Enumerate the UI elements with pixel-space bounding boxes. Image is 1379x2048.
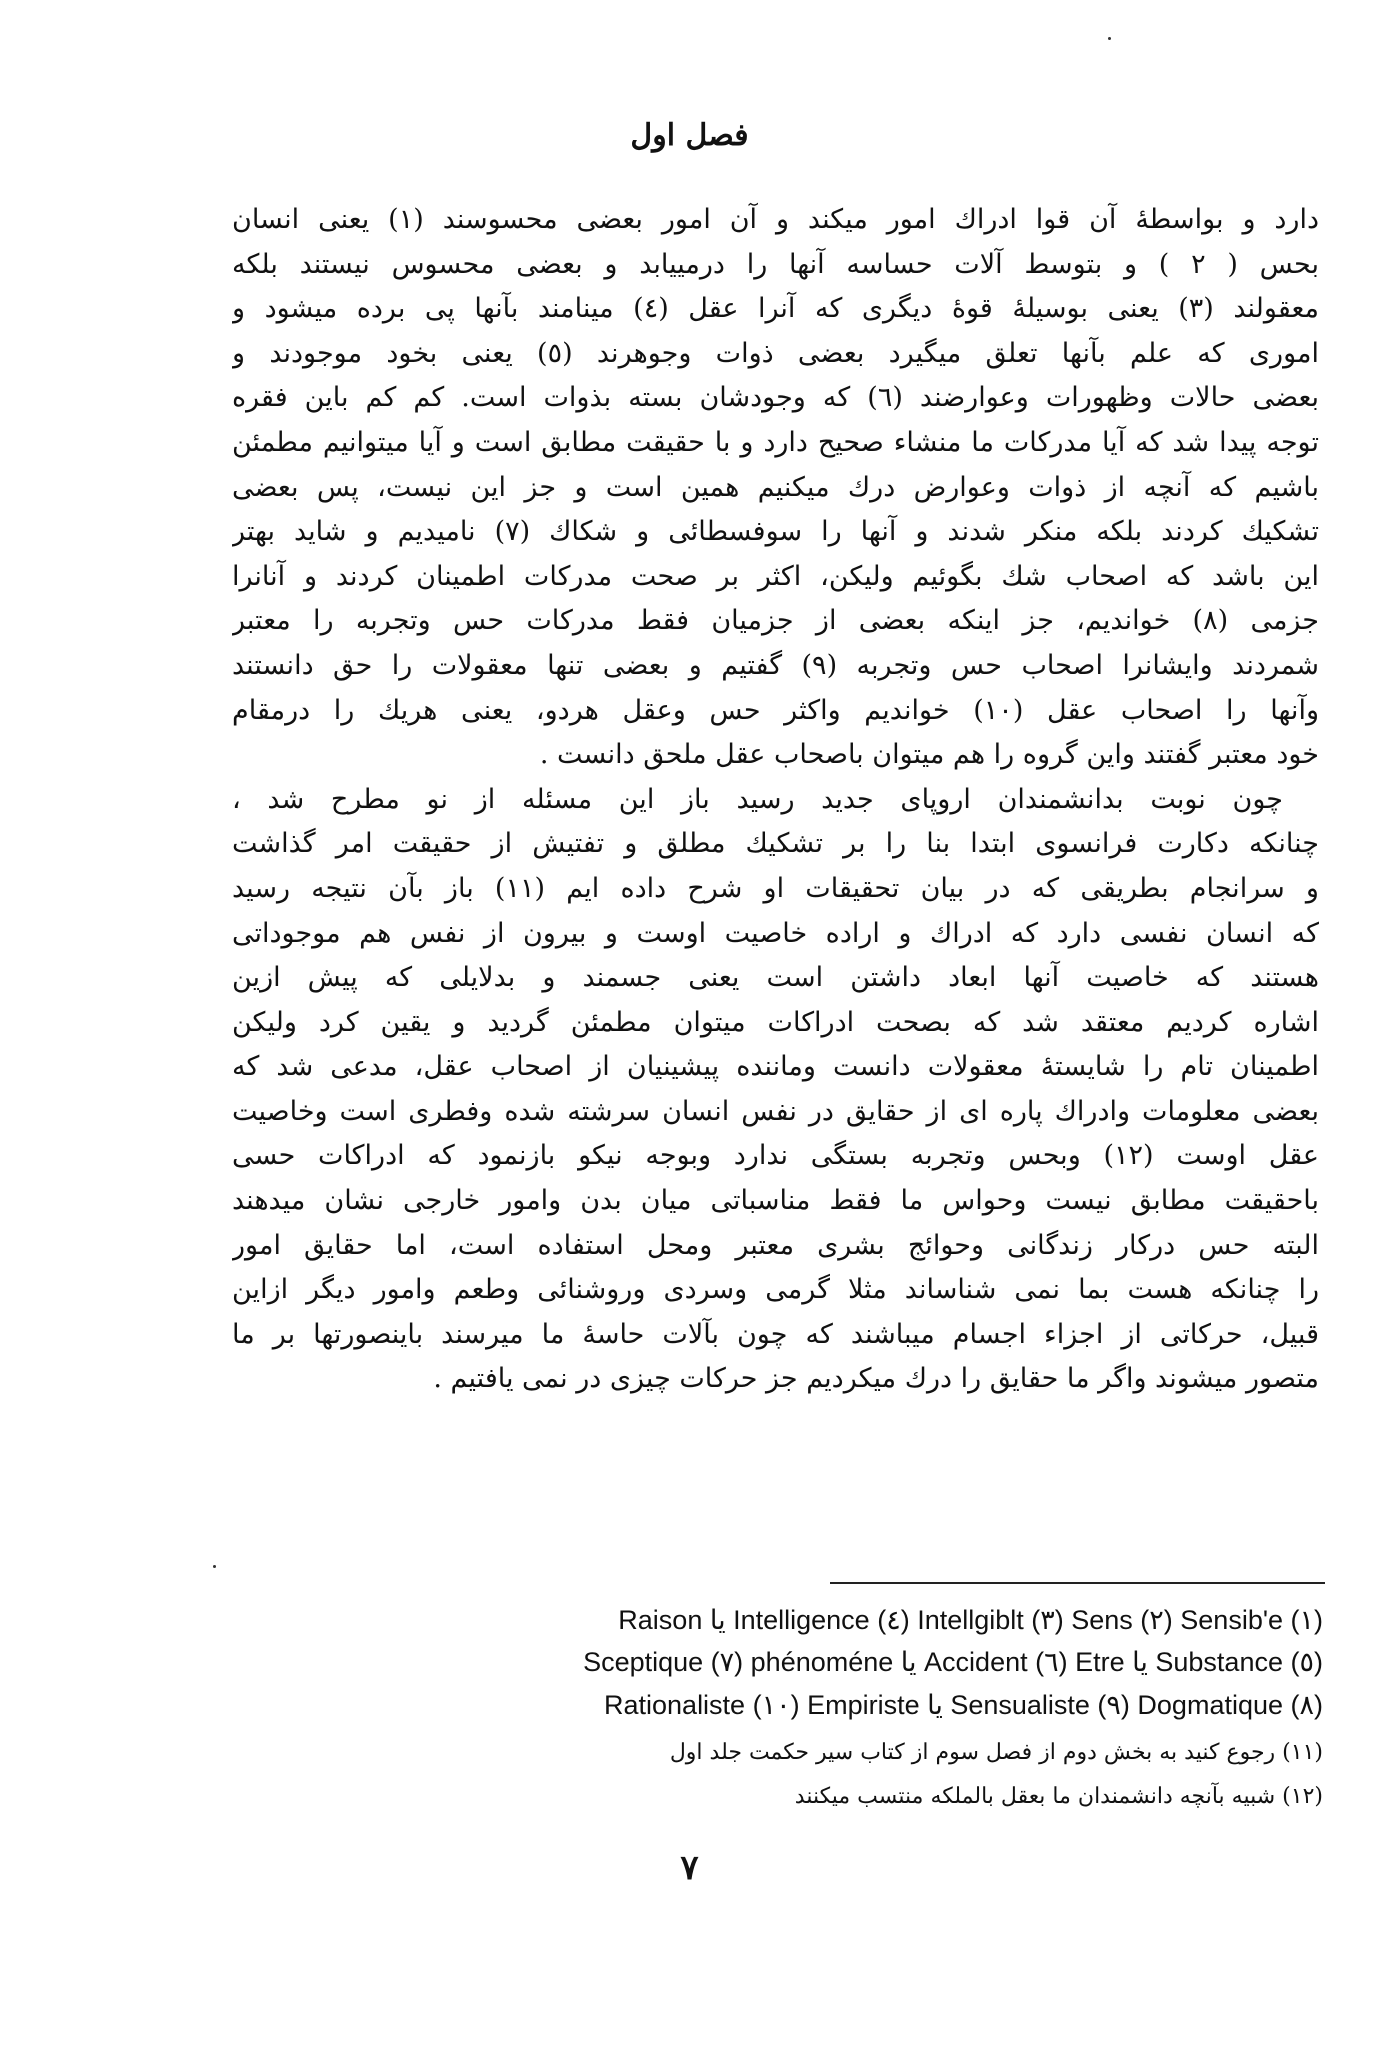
body-line: عقل اوست (۱۲) وبحس وتجربه بستگی ندارد وبوجه نیکو بازنمود که ادراکات حسی [232,1140,1319,1172]
footnote-terms-line-2: Sceptique (۷) phénoméne یا Accident (٦) Etre یا Substance (٥) [583,1647,1323,1677]
body-line: را چنانکه هست بما نمی شناساند مثلا گرمی وسردی وروشنائی وطعم وامور دیگر ازاین [232,1274,1319,1306]
body-line: توجه پیدا شد که آیا مدرکات ما منشاء صحیح دارد و با حقیقت مطابق است و آیا میتوانیم مطمئن [232,426,1319,458]
body-line: اطمینان تام را شایستهٔ معقولات دانست وماننده پیشینیان از اصحاب عقل، مدعی شد که [232,1051,1319,1083]
body-line: قبیل، حرکاتی از اجزاء اجسام میباشند که چون بآلات حاسهٔ ما میرسند باینصورتها بر ما [232,1318,1319,1350]
scan-speck [213,1565,216,1568]
paragraph-end-line: متصور میشوند واگر ما حقایق را درك میکردیم جز حرکات چیزی در نمی یافتیم . [433,1363,1319,1395]
chapter-heading: فصل اول [630,118,749,153]
body-line: که انسان نفسی دارد که ادراك و اراده خاصیت اوست و بیرون از نفس هم موجوداتی [232,917,1319,949]
page-number: ۷ [680,1848,699,1888]
body-text [232,198,1319,1402]
body-line: البته حس درکار زندگانی وحوائج بشری معتبر ومحل استفاده است، اما حقایق امور [232,1229,1319,1261]
body-line: جزمی (۸) خواندیم، جز اینکه بعضی از جزمیان فقط مدرکات حس وتجربه را معتبر [232,605,1319,637]
paragraph-start-line: چون نوبت بدانشمندان اروپای جدید رسید باز این مسئله از نو مطرح شد ، [232,783,1283,815]
body-line: اشاره کردیم معتقد شد که بصحت ادراکات میتوان مطمئن گردید و یقین کرد ولیکن [232,1006,1319,1038]
footnote-terms-line-3: Rationaliste (۱۰) Empiriste یا Sensualiste (۹) Dogmatique (۸) [604,1690,1323,1720]
body-line: اموری که علم بآنها تعلق میگیرد بعضی ذوات وجوهرند (٥) یعنی بخود موجودند و [232,337,1319,369]
body-line: باشیم که آنچه از ذوات وعوارض درك میکنیم همین است و جز این نیست، پس بعضی [232,471,1319,503]
body-line: وآنها را اصحاب عقل (۱۰) خواندیم واکثر حس وعقل هردو، یعنی هریك را درمقام [232,694,1319,726]
body-line: دارد و بواسطهٔ آن قوا ادراك امور میکند و آن امور بعضی محسوسند (۱) یعنی انسان [232,204,1319,235]
body-line: باحقیقت مطابق نیست وحواس ما فقط مناسباتی میان بدن وامور خارجی نشان میدهند [232,1185,1319,1217]
body-line: بعضی حالات وظهورات وعوارضند (٦) که وجودشان بسته بذوات است. کم کم باین فقره [232,382,1319,414]
body-line: هستند که خاصیت آنها ابعاد داشتن است یعنی جسمند و بدلایلی که پیش ازین [232,962,1319,994]
footnote-divider [830,1582,1325,1584]
footnote-terms-line-1: Raison یا Intelligence (٤) Intellgiblt (۳) Sens (۲) Sensib'e (۱) [618,1605,1323,1635]
body-line: تشکیك کردند بلکه منکر شدند و آنها را سوفسطائی و شکاك (۷) نامیدیم و شاید بهتر [232,516,1319,548]
body-line: بعضی معلومات وادراك پاره ای از حقایق در نفس انسان سرشته شده وفطری است وخاصیت [232,1095,1319,1127]
scan-speck [1108,37,1111,40]
body-line: شمردند وایشانرا اصحاب حس وتجربه (۹) گفتیم و بعضی تنها معقولات را حق دانستند [232,649,1319,681]
body-line: و سرانجام بطریقی که در بیان تحقیقات او شرح داده ایم (۱۱) باز بآن نتیجه رسید [232,872,1319,904]
body-line: معقولند (۳) یعنی بوسیلهٔ قوهٔ دیگری که آنرا عقل (٤) مینامند بآنها پی برده میشود و [232,293,1319,325]
footnote-11: (۱۱) رجوع کنید به بخش دوم از فصل سوم از کتاب سیر حکمت جلد اول [669,1740,1323,1765]
body-line: چنانکه دکارت فرانسوی ابتدا بنا را بر تشکیك مطلق و تفتیش از حقیقت امر گذاشت [232,828,1319,860]
paragraph-end-line: خود معتبر گفتند واین گروه را هم میتوان باصحاب عقل ملحق دانست . [539,739,1319,771]
footnote-12: (۱۲) شبیه بآنچه دانشمندان ما بعقل بالملکه منتسب میکنند [794,1784,1323,1809]
body-line: این باشد که اصحاب شك بگوئیم ولیکن، اکثر بر صحت مدرکات اطمینان کردند و آنانرا [232,560,1319,592]
body-line: بحس ( ۲ ) و بتوسط آلات حساسه آنها را درمییابد و بعضی محسوس نیستند بلکه [232,248,1319,280]
